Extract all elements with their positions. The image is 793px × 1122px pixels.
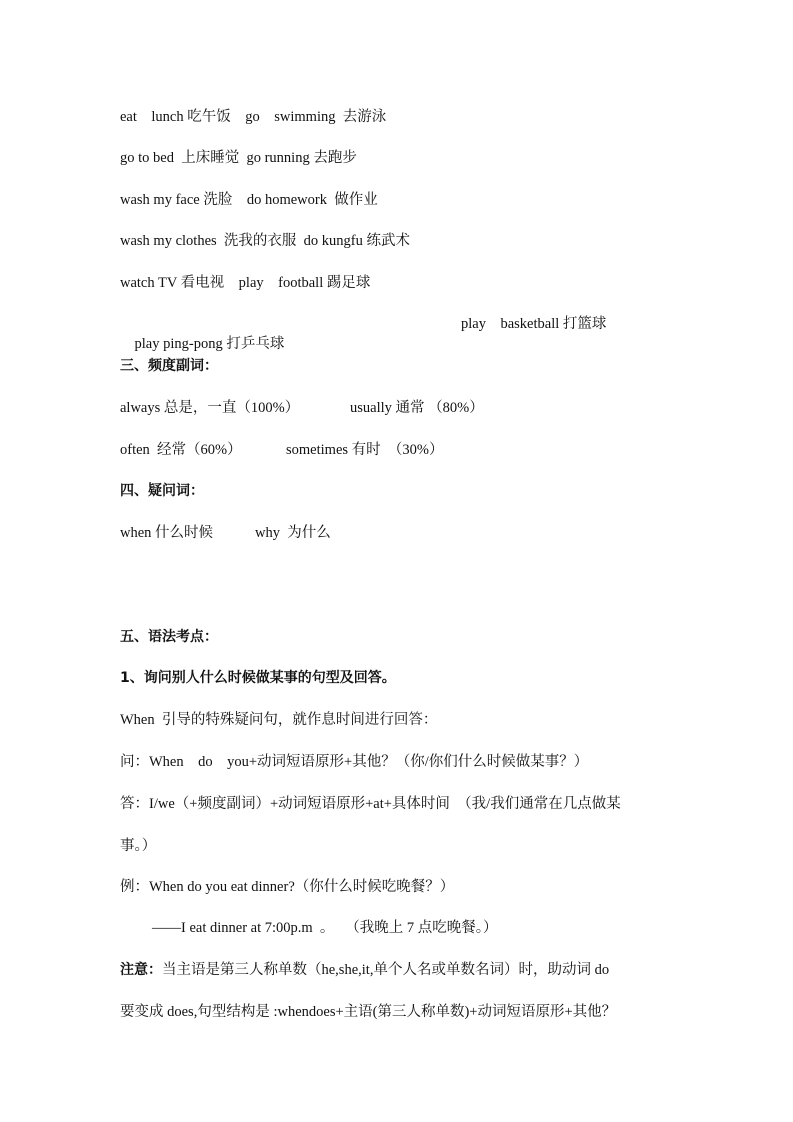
- adverb-item: usually 通常 （80%）: [350, 400, 484, 416]
- note-text: 当主语是第三人称单数（he,she,it,单个人名或单数名词）时，助动词 do: [162, 962, 610, 978]
- note-label: 注意：: [120, 962, 162, 978]
- vocab-line: wash my face 洗脸 do homework 做作业: [120, 192, 378, 208]
- adverb-item: often 经常（60%）: [120, 442, 242, 458]
- example: 例：When do you eat dinner?（你什么时候吃晚餐？）: [120, 879, 455, 895]
- vocab-line: wash my clothes 洗我的衣服 do kungfu 练武术: [120, 233, 410, 249]
- vocab-line: watch TV 看电视 play football 踢足球: [120, 275, 371, 291]
- paragraph: When 引导的特殊疑问句，就作息时间进行回答：: [120, 712, 438, 728]
- vocab-line: eat lunch 吃午饭 go swimming 去游泳: [120, 109, 387, 125]
- adverb-item: sometimes 有时 （30%）: [286, 442, 444, 458]
- paragraph: 答：I/we（+频度副词）+动词短语原形+at+具体时间 （我/我们通常在几点做某: [120, 796, 621, 812]
- section-heading: 四、疑问词：: [120, 483, 204, 499]
- vocab-phrase: play ping-pong 打乒乓球: [134, 336, 285, 352]
- note-paragraph: 要变成 does,句型结构是 :whendoes+主语(第三人称单数)+动词短语原形+其他？: [120, 1004, 617, 1020]
- note-paragraph: [120, 960, 609, 980]
- vocab-phrase: play basketball 打篮球: [461, 316, 607, 332]
- vocab-line: go to bed 上床睡觉 go running 去跑步: [120, 150, 357, 166]
- adverb-item: always 总是，一直（100%）: [120, 400, 300, 416]
- paragraph: 事。）: [120, 838, 157, 854]
- question-word: why 为什么: [255, 525, 331, 541]
- question-word: when 什么时候: [120, 525, 214, 541]
- example: ——I eat dinner at 7:00p.m 。 （我晚上 7 点吃晚餐。）: [152, 920, 498, 936]
- paragraph: 问：When do you+动词短语原形+其他？（你/你们什么时候做某事？）: [120, 754, 589, 770]
- subsection-heading: 1、询问别人什么时候做某事的句型及回答。: [120, 670, 396, 686]
- section-heading: 三、频度副词：: [120, 358, 218, 374]
- section-heading: 五、语法考点：: [120, 629, 218, 645]
